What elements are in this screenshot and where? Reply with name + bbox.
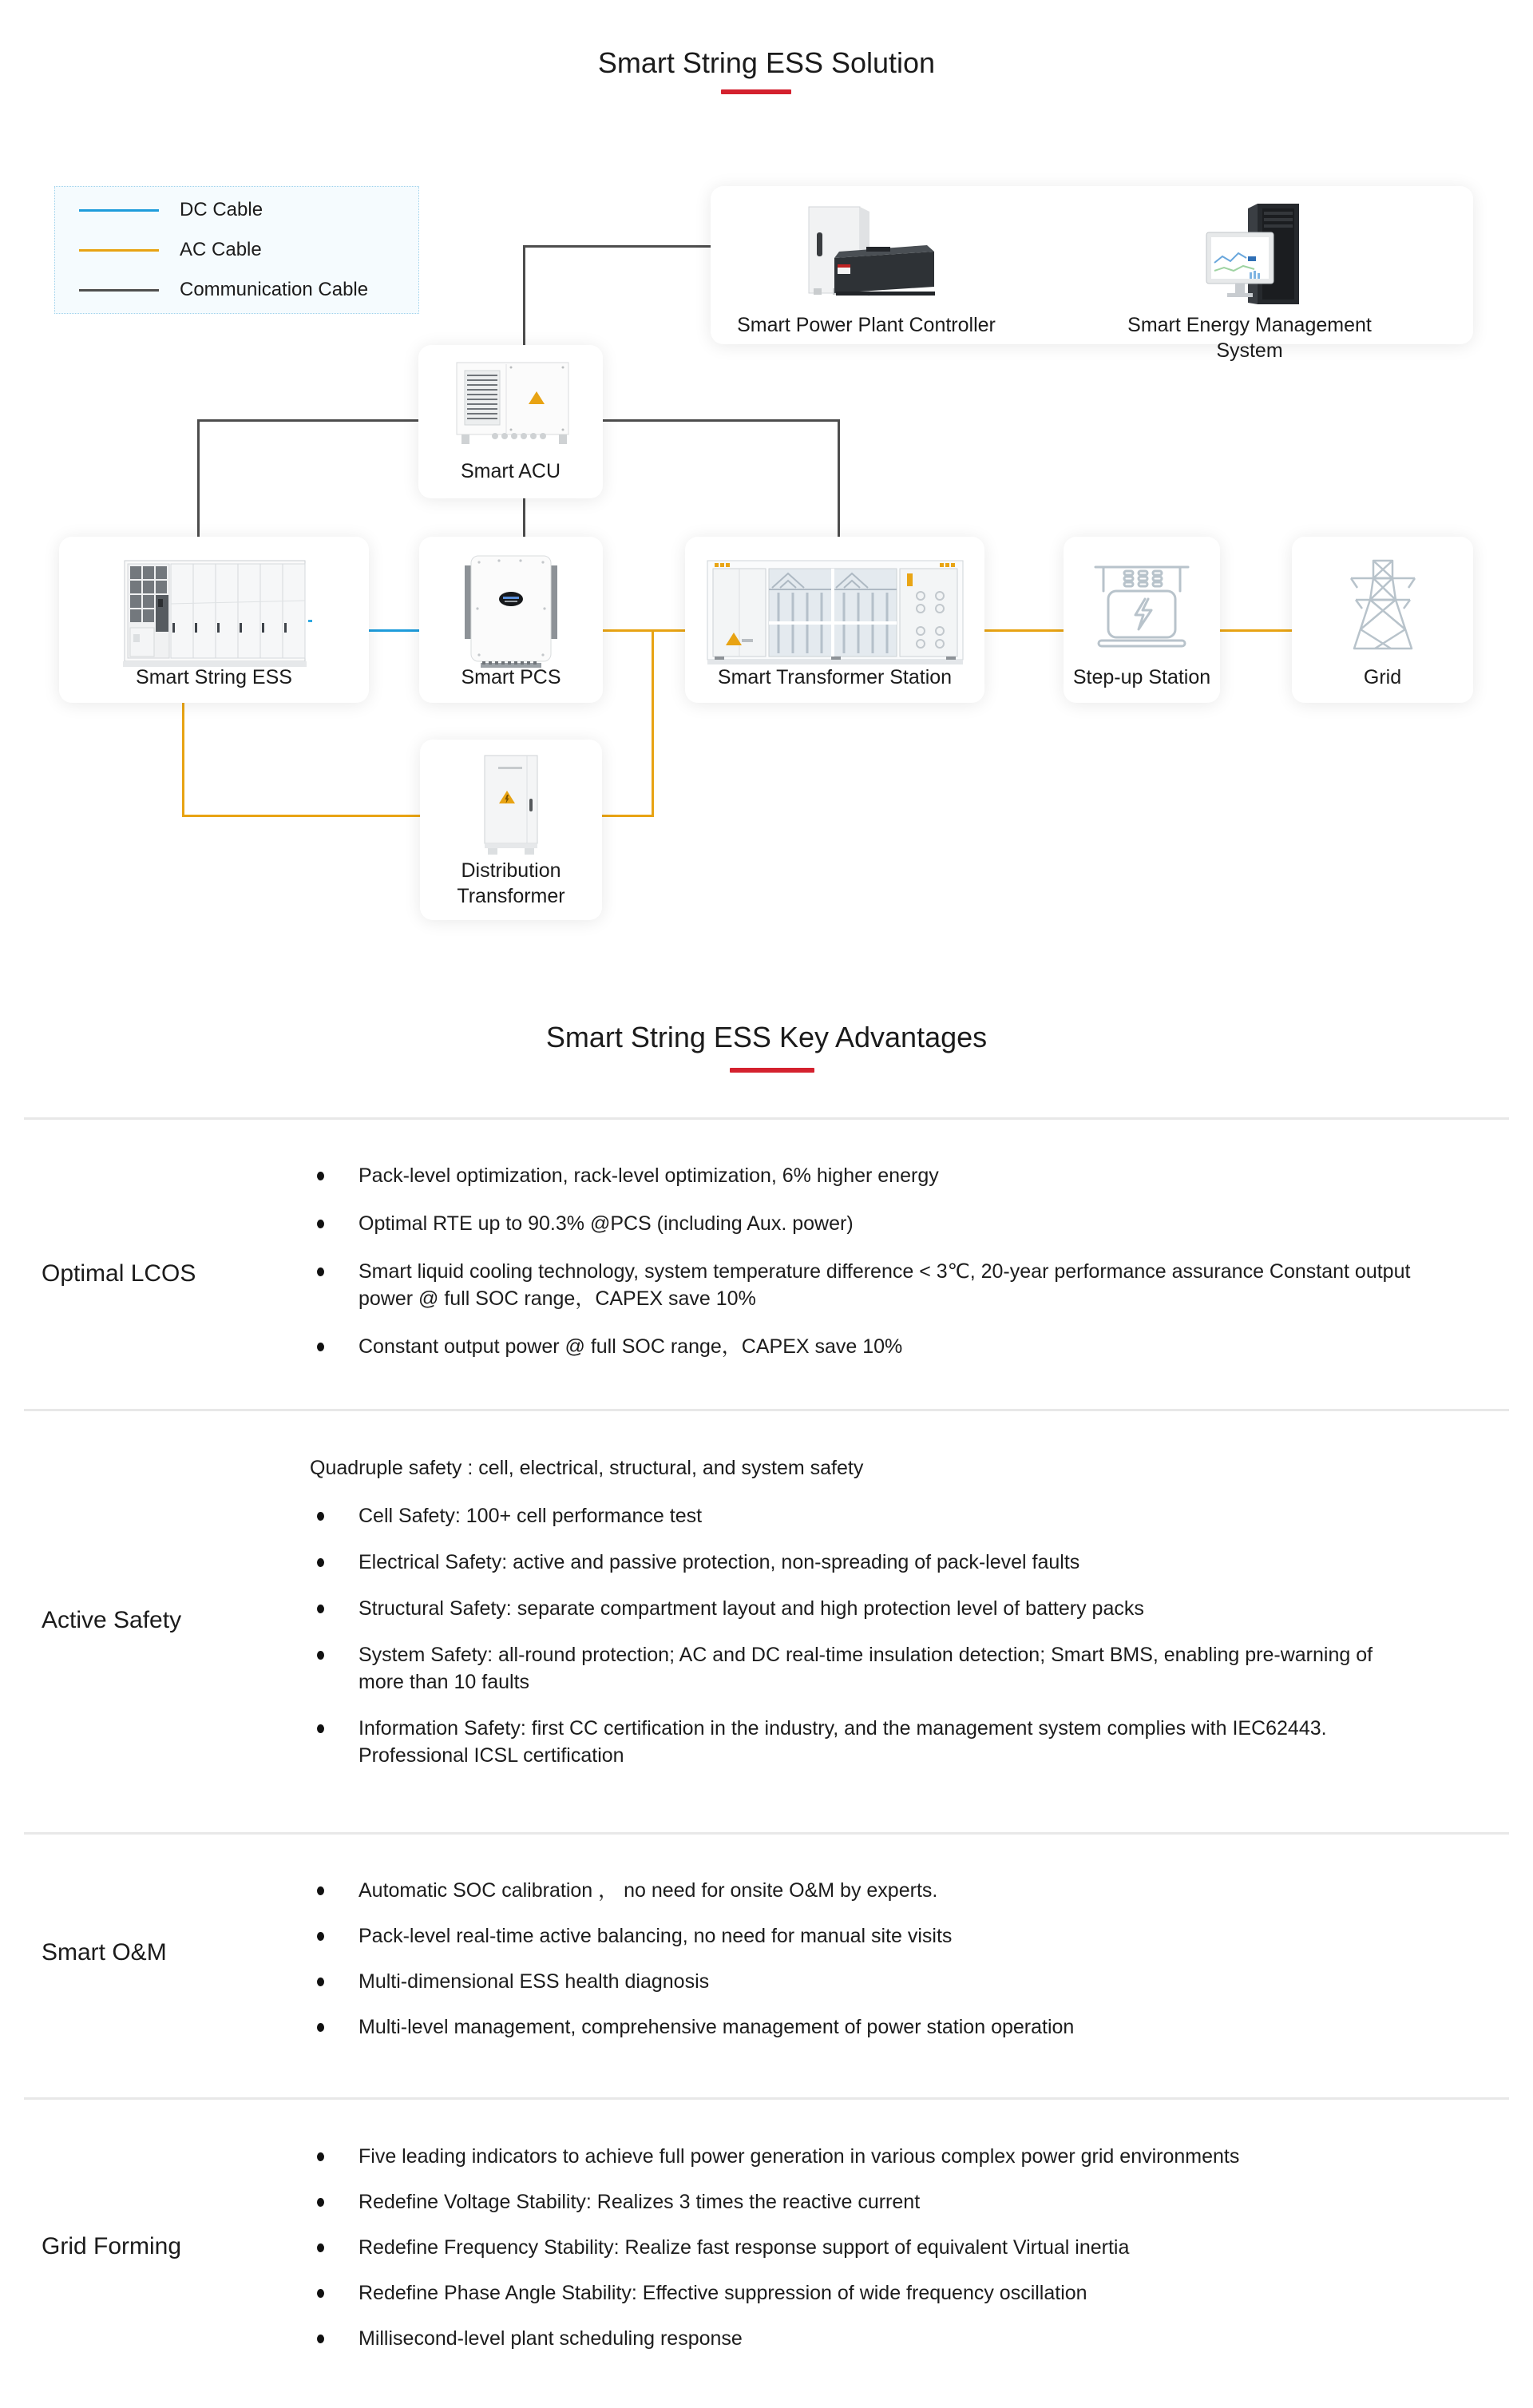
bullets-grid-forming	[358, 2143, 1420, 2352]
bullets-active-safety	[358, 1502, 1420, 1769]
bullet-item: Pack-level real-time active balancing, no need for manual site visits	[358, 1922, 1420, 1950]
distribution-label: Distribution Transformer	[457, 859, 565, 907]
bullet-item: Optimal RTE up to 90.3% @PCS (including Aux. power)	[358, 1210, 1420, 1237]
comm-wire-down-to-transformer	[838, 419, 840, 537]
bullet-item: Constant output power @ full SOC range，CAPEX save 10%	[358, 1333, 1420, 1360]
row-divider-3	[24, 1832, 1509, 1835]
comm-wire-acu-up	[523, 245, 525, 345]
stepup-label: Step-up Station	[1072, 666, 1211, 688]
communication-cable-label: Communication Cable	[180, 279, 369, 300]
bullet-item: Five leading indicators to achieve full power generation in various complex power grid environments	[358, 2143, 1420, 2170]
communication-cable-swatch	[79, 289, 159, 292]
dc-wire-ess-to-pcs	[369, 629, 419, 632]
row-label-smart-om: Smart O&M	[42, 1939, 167, 1966]
bullets-smart-om	[358, 1877, 1420, 2041]
bullets-optimal-lcos	[358, 1162, 1420, 1360]
acu-label: Smart ACU	[460, 460, 561, 482]
dc-cable-swatch	[79, 209, 159, 212]
ess-device	[59, 554, 369, 674]
smart-pcs-image	[463, 553, 559, 671]
solution-title: Smart String ESS Solution	[597, 46, 936, 79]
legend-row-dc	[79, 199, 418, 221]
bullet-item: Multi-dimensional ESS health diagnosis	[358, 1968, 1420, 1995]
ems-label: Smart Energy Management System	[1127, 314, 1372, 362]
quadruple-safety-intro: Quadruple safety : cell, electrical, structural, and system safety	[310, 1457, 864, 1479]
bullet-item: System Safety: all-round protection; AC and DC real-time insulation detection; Smart BMS, enabling pre-warning of more than 10 faults	[358, 1641, 1420, 1696]
row-label-active-safety: Active Safety	[42, 1607, 182, 1633]
legend-row-ac	[79, 239, 418, 261]
row-label-optimal-lcos: Optimal LCOS	[42, 1260, 196, 1287]
ac-wire-dist-right	[602, 815, 654, 817]
bullet-item: Pack-level optimization, rack-level optimization, 6% higher energy	[358, 1162, 1420, 1189]
bullet-item: Smart liquid cooling technology, system temperature difference < 3℃, 20-year performance assurance Constant output power @ full SOC range，CAPEX save 10%	[358, 1258, 1420, 1312]
ac-cable-swatch	[79, 249, 159, 252]
grid-device	[1292, 556, 1473, 653]
bullet-item: Redefine Frequency Stability: Realize fast response support of equivalent Virtual inertia	[358, 2234, 1420, 2261]
solution-title-underline	[721, 89, 791, 94]
ac-wire-stepup-to-grid	[1220, 629, 1292, 632]
pcs-label: Smart PCS	[461, 666, 561, 688]
smart-pcs-card	[419, 537, 603, 703]
comm-wire-acu-left	[197, 419, 418, 422]
transformer-station-device	[685, 554, 984, 668]
stepup-station-card	[1064, 537, 1220, 703]
advantages-title-underline	[730, 1068, 814, 1073]
grid-card	[1292, 537, 1473, 703]
cable-legend	[54, 186, 419, 314]
controller-device	[731, 202, 1002, 310]
smart-energy-management-system-image	[1178, 200, 1321, 312]
smart-acu-image	[447, 359, 575, 449]
grid-label: Grid	[1363, 666, 1402, 688]
bullet-item: Electrical Safety: active and passive protection, non-spreading of pack-level faults	[358, 1549, 1420, 1576]
smart-acu-card	[418, 345, 603, 498]
distribution-transformer-card	[420, 740, 602, 920]
ems-device	[1114, 200, 1385, 312]
row-divider-4	[24, 2097, 1509, 2100]
row-divider-2	[24, 1409, 1509, 1411]
transformer-station-label: Smart Transformer Station	[717, 666, 953, 688]
acu-device	[418, 359, 603, 449]
comm-wire-acu-right	[603, 419, 839, 422]
bullet-item: Multi-level management, comprehensive management of power station operation	[358, 2013, 1420, 2041]
management-card	[711, 186, 1473, 362]
smart-transformer-station-card	[685, 537, 984, 703]
bullet-item: Redefine Voltage Stability: Realizes 3 times the reactive current	[358, 2188, 1420, 2216]
controller-label: Smart Power Plant Controller	[737, 314, 996, 336]
distribution-transformer-image	[474, 752, 548, 858]
legend-row-comm	[79, 279, 418, 301]
ess-label: Smart String ESS	[136, 666, 292, 688]
row-label-grid-forming: Grid Forming	[42, 2233, 182, 2259]
distribution-device	[420, 752, 602, 858]
bullet-item: Information Safety: first CC certification in the industry, and the management system complies with IEC62443. Professional ICSL certification	[358, 1715, 1420, 1769]
bullet-item: Millisecond-level plant scheduling response	[358, 2325, 1420, 2352]
ac-wire-dist-left	[182, 815, 420, 817]
smart-transformer-station-image	[703, 554, 967, 668]
dc-cable-label: DC Cable	[180, 199, 263, 220]
smart-string-ess-card	[59, 537, 369, 703]
comm-wire-acu-to-pcs	[523, 498, 525, 537]
ac-cable-label: AC Cable	[180, 239, 262, 260]
ac-wire-vertical-right	[652, 629, 654, 816]
bullet-item: Structural Safety: separate compartment layout and high protection level of battery packs	[358, 1595, 1420, 1622]
bullet-item: Cell Safety: 100+ cell performance test	[358, 1502, 1420, 1529]
smart-power-plant-controller-image	[786, 202, 946, 310]
grid-tower-icon	[1338, 556, 1428, 653]
comm-wire-to-controller-card	[523, 245, 711, 248]
ac-wire-transformer-to-stepup	[984, 629, 1064, 632]
ac-wire-ess-down	[182, 703, 184, 817]
comm-wire-down-to-ess	[197, 419, 200, 537]
advantages-title: Smart String ESS Key Advantages	[545, 1021, 988, 1053]
pcs-device	[419, 553, 603, 671]
stepup-device	[1064, 557, 1220, 652]
ac-wire-pcs-to-transformer	[603, 629, 685, 632]
bullet-item: Automatic SOC calibration ， no need for onsite O&M by experts.	[358, 1877, 1420, 1904]
smart-string-ess-image	[117, 554, 312, 674]
bullet-item: Redefine Phase Angle Stability: Effective suppression of wide frequency oscillation	[358, 2279, 1420, 2307]
step-up-station-icon	[1086, 557, 1198, 652]
row-divider-1	[24, 1117, 1509, 1120]
